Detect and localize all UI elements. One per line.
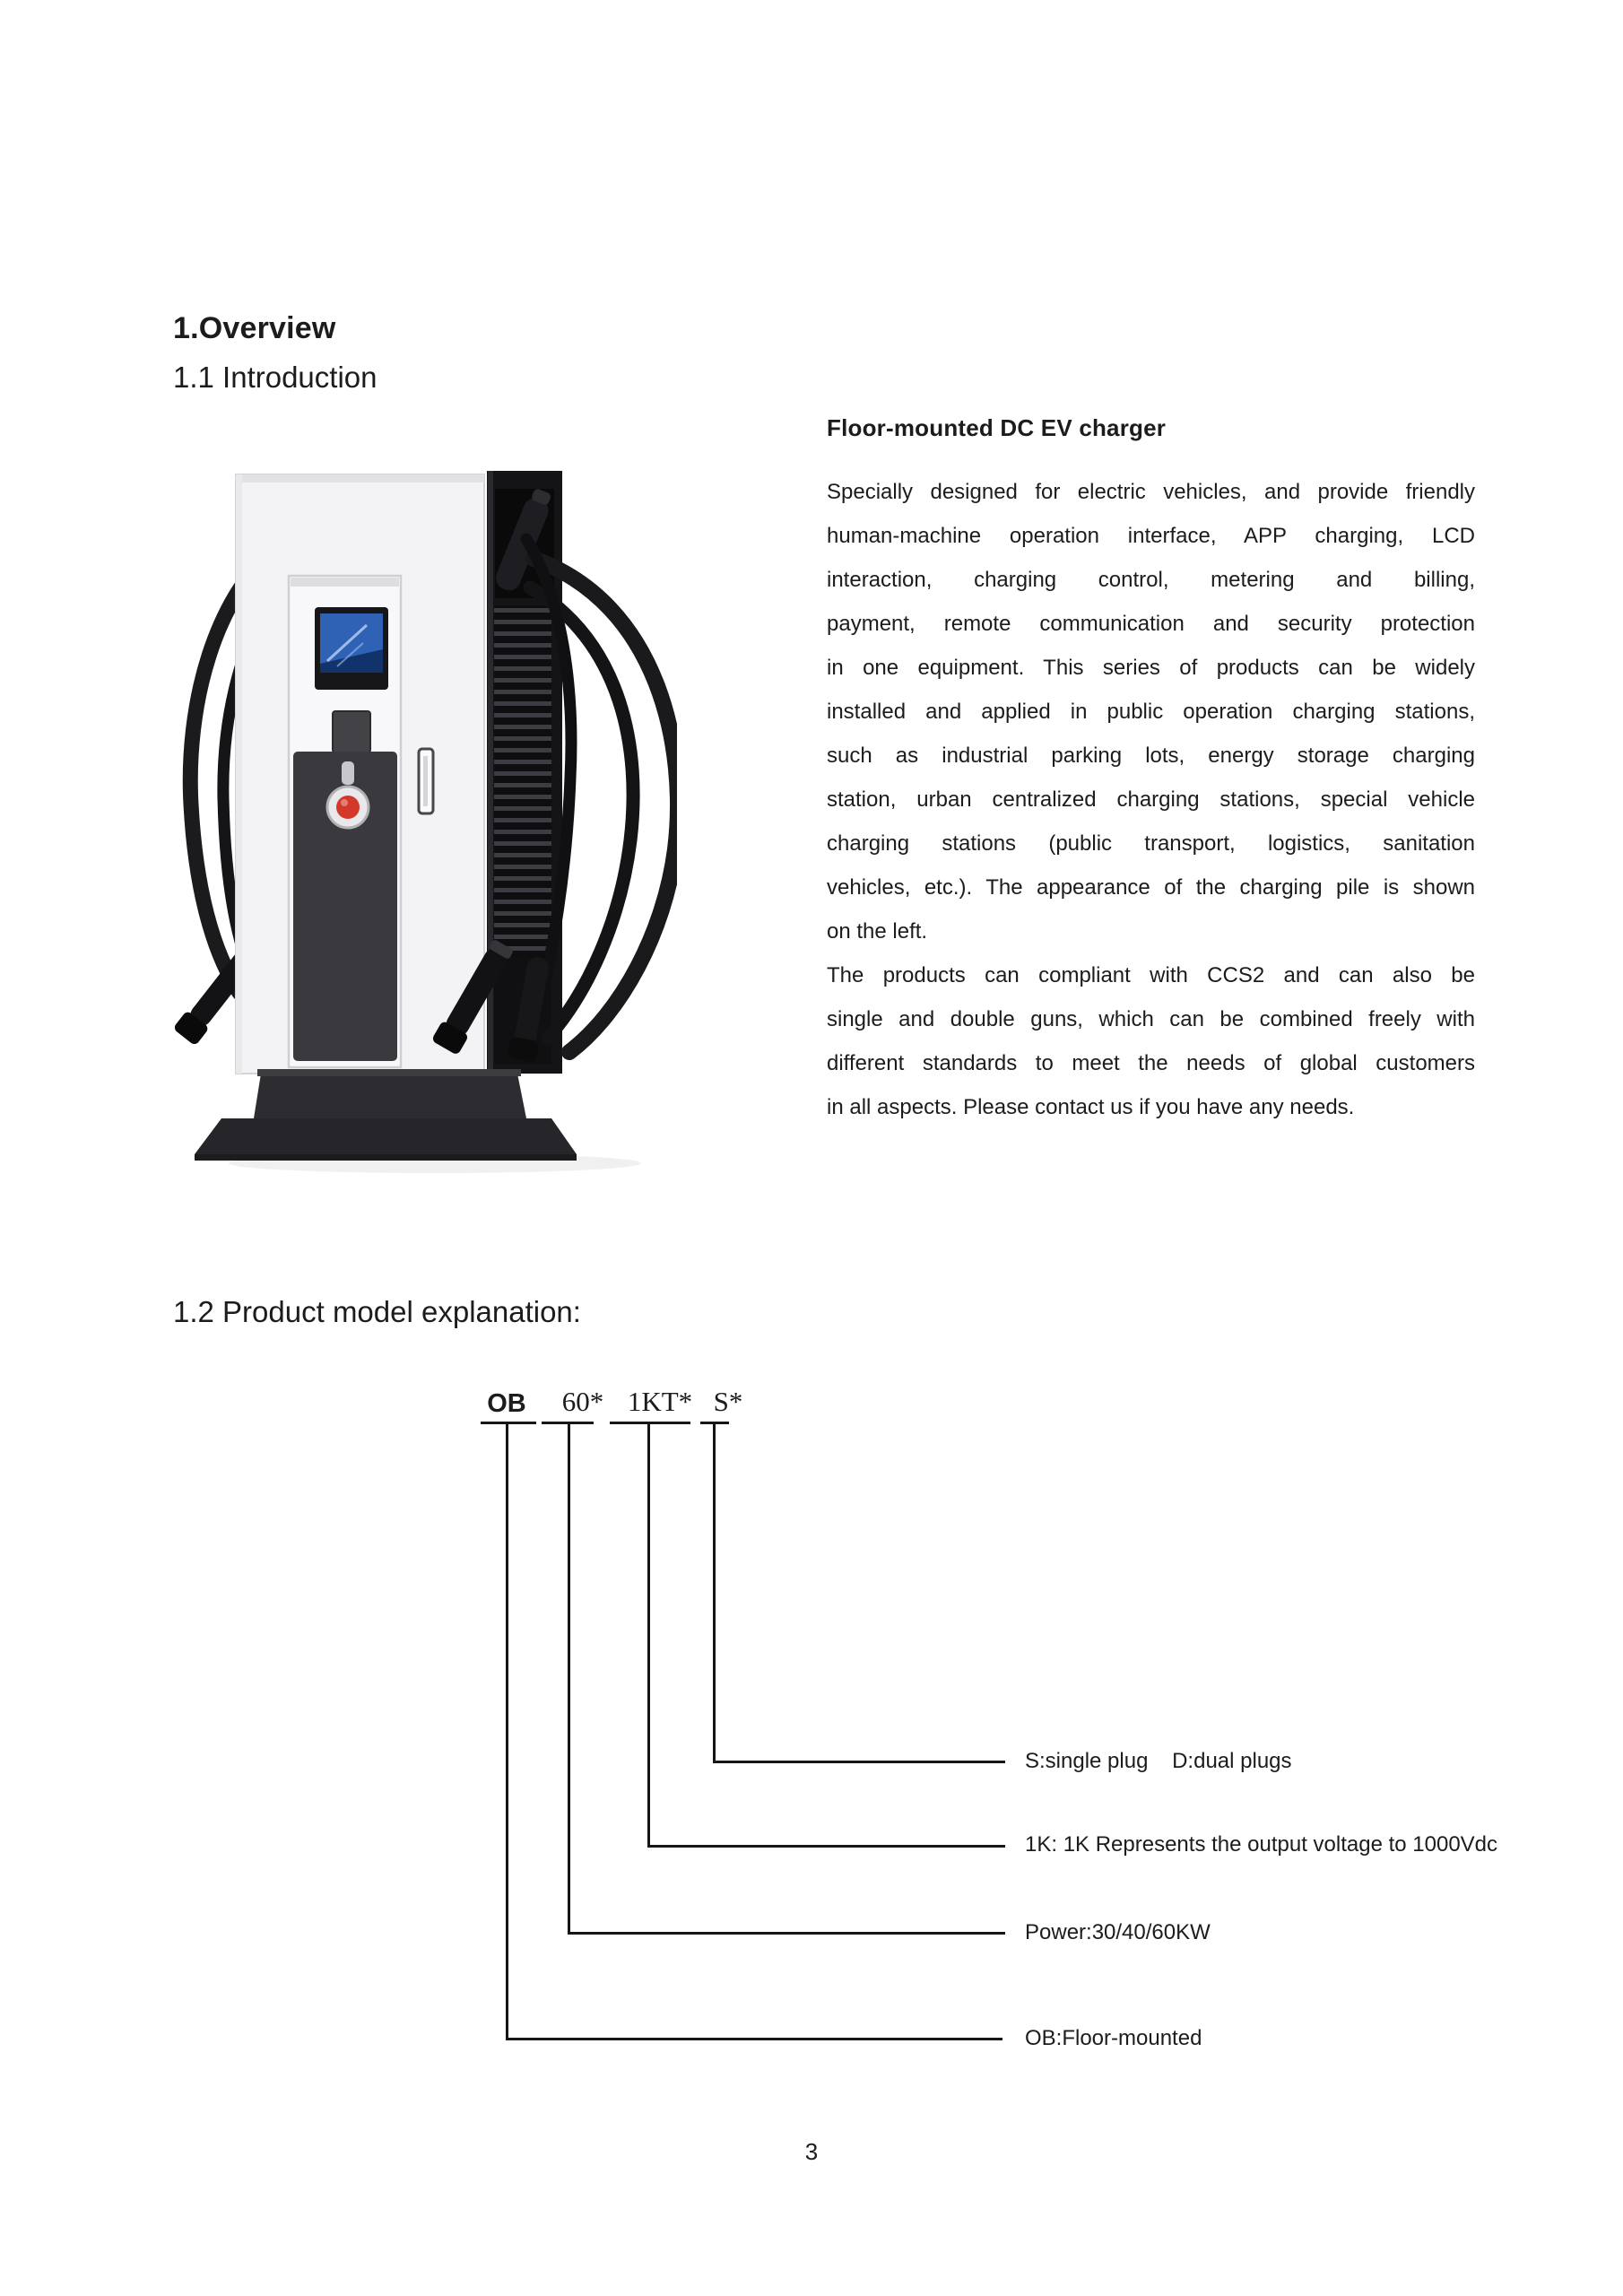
pedestal-base [195, 1069, 577, 1161]
page-number: 3 [804, 2138, 819, 2165]
connector-line-vertical [647, 1424, 650, 1845]
card-reader [333, 711, 370, 752]
model-token-power: 60* [561, 1386, 604, 1417]
intro-title: Floor-mounted DC EV charger [827, 414, 1167, 441]
connector-line-vertical [713, 1424, 716, 1761]
connector-line-horizontal [647, 1845, 1005, 1848]
body-line: interaction, charging control, metering and billing, [827, 568, 1475, 592]
body-line: in all aspects. Please contact us if you have any needs. [827, 1095, 1355, 1119]
subsection-heading-introduction: 1.1 Introduction [173, 361, 378, 394]
ev-charger-photo [175, 453, 677, 1179]
label-voltage: 1K: 1K Represents the output voltage to 1000Vdc [1025, 1832, 1498, 1857]
body-line: charging stations (public transport, logistics, sanitation [827, 831, 1475, 856]
lcd-screen [315, 607, 388, 690]
body-line: vehicles, etc.). The appearance of the charging pile is shown [827, 875, 1475, 900]
body-line: payment, remote communication and security protection [827, 612, 1475, 636]
intro-body [827, 470, 1475, 1129]
subsection-heading-model: 1.2 Product model explanation: [173, 1295, 581, 1328]
token-underline [610, 1422, 690, 1424]
body-line: on the left. [827, 919, 928, 944]
connector-line-vertical [568, 1424, 570, 1932]
door-handle-slot [419, 749, 433, 813]
connector-line-horizontal [506, 2038, 1002, 2040]
model-token-plug: S* [713, 1386, 743, 1417]
body-line: human-machine operation interface, APP charging, LCD [827, 524, 1475, 548]
body-line: different standards to meet the needs of global customers [827, 1051, 1475, 1075]
token-underline [481, 1422, 536, 1424]
connector-line-horizontal [568, 1932, 1005, 1935]
body-line: in one equipment. This series of products can be widely [827, 656, 1475, 680]
button-stem [342, 761, 354, 785]
body-line: installed and applied in public operation charging stations, [827, 700, 1475, 724]
body-line: Specially designed for electric vehicles, and provide friendly [827, 480, 1475, 504]
body-line: station, urban centralized charging stations, special vehicle [827, 787, 1475, 812]
connector-line-vertical [506, 1424, 508, 2038]
label-mount-type: OB:Floor-mounted [1025, 2026, 1202, 2050]
vent-grille [494, 605, 551, 957]
body-line: single and double guns, which can be combined freely with [827, 1007, 1475, 1031]
label-power: Power:30/40/60KW [1025, 1920, 1211, 1944]
emergency-button [336, 796, 360, 819]
ev-charger-illustration [175, 453, 677, 1179]
connector-line-horizontal [713, 1761, 1005, 1763]
section-heading-overview: 1.Overview [173, 311, 336, 345]
body-line: The products can compliant with CCS2 and can also be [827, 963, 1475, 987]
body-line: such as industrial parking lots, energy storage charging [827, 744, 1475, 768]
label-plug-type: S:single plug D:dual plugs [1025, 1749, 1292, 1773]
model-token-voltage: 1KT* [627, 1386, 693, 1417]
model-token-ob: OB [487, 1389, 526, 1418]
lower-panel [293, 752, 397, 1061]
